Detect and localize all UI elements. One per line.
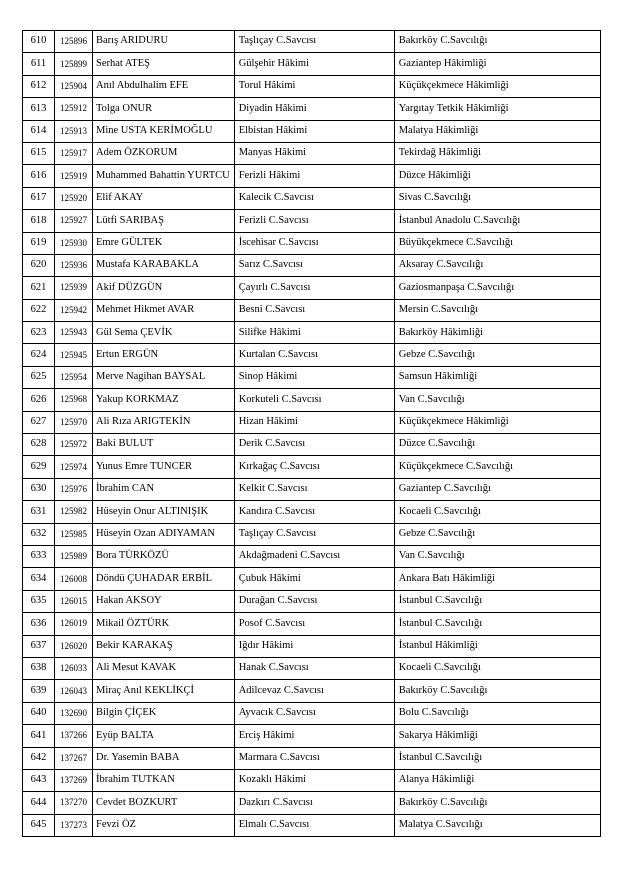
registry-number-cell: 126020 [55,635,93,657]
person-name-cell: Bora TÜRKÖZÜ [93,545,235,567]
row-number-cell: 633 [23,545,55,567]
current-post-cell: Iğdır Hâkimi [234,635,394,657]
row-number-cell: 638 [23,657,55,679]
current-post-cell: Torul Hâkimi [234,75,394,97]
person-name-cell: Adem ÖZKORUM [93,142,235,164]
table-row [23,545,601,567]
registry-number-cell: 125920 [55,187,93,209]
registry-number-cell: 125917 [55,142,93,164]
row-number-cell: 640 [23,702,55,724]
person-name-cell: Akif DÜZGÜN [93,277,235,299]
new-post-cell: Tekirdağ Hâkimliği [394,142,600,164]
table-row [23,411,601,433]
row-number-cell: 634 [23,568,55,590]
current-post-cell: Ayvacık C.Savcısı [234,702,394,724]
table-row [23,142,601,164]
table-row [23,165,601,187]
new-post-cell: Kocaeli C.Savcılığı [394,501,600,523]
current-post-cell: Adilcevaz C.Savcısı [234,680,394,702]
current-post-cell: Taşlıçay C.Savcısı [234,523,394,545]
current-post-cell: Sinop Hâkimi [234,366,394,388]
registry-number-cell: 125945 [55,344,93,366]
new-post-cell: Ankara Batı Hâkimliği [394,568,600,590]
person-name-cell: Hüseyin Ozan ADIYAMAN [93,523,235,545]
new-post-cell: Alanya Hâkimliği [394,769,600,791]
new-post-cell: Bolu C.Savcılığı [394,702,600,724]
row-number-cell: 610 [23,31,55,53]
current-post-cell: Hanak C.Savcısı [234,657,394,679]
table-row [23,344,601,366]
registry-number-cell: 126019 [55,613,93,635]
registry-number-cell: 125989 [55,545,93,567]
row-number-cell: 612 [23,75,55,97]
person-name-cell: Yunus Emre TUNCER [93,456,235,478]
new-post-cell: Gaziantep C.Savcılığı [394,478,600,500]
current-post-cell: Kandıra C.Savcısı [234,501,394,523]
registry-number-cell: 125972 [55,434,93,456]
new-post-cell: Aksaray C.Savcılığı [394,254,600,276]
new-post-cell: Kocaeli C.Savcılığı [394,657,600,679]
registry-number-cell: 125939 [55,277,93,299]
table-row [23,501,601,523]
registry-number-cell: 125982 [55,501,93,523]
person-name-cell: Elif AKAY [93,187,235,209]
row-number-cell: 623 [23,322,55,344]
table-row [23,747,601,769]
person-name-cell: Fevzi ÖZ [93,814,235,836]
row-number-cell: 627 [23,411,55,433]
row-number-cell: 645 [23,814,55,836]
table-row [23,232,601,254]
table-row [23,389,601,411]
table-row [23,657,601,679]
row-number-cell: 619 [23,232,55,254]
person-name-cell: Ali Rıza ARIGTEKİN [93,411,235,433]
person-name-cell: Baki BULUT [93,434,235,456]
table-row [23,53,601,75]
registry-number-cell: 137273 [55,814,93,836]
table-row [23,792,601,814]
person-name-cell: Cevdet BOZKURT [93,792,235,814]
current-post-cell: Kurtalan C.Savcısı [234,344,394,366]
person-name-cell: Muhammed Bahattin YURTCU [93,165,235,187]
registry-number-cell: 125896 [55,31,93,53]
row-number-cell: 620 [23,254,55,276]
person-name-cell: Emre GÜLTEK [93,232,235,254]
new-post-cell: Van C.Savcılığı [394,389,600,411]
new-post-cell: İstanbul C.Savcılığı [394,747,600,769]
person-name-cell: Mine USTA KERİMOĞLU [93,120,235,142]
row-number-cell: 615 [23,142,55,164]
current-post-cell: Kozaklı Hâkimi [234,769,394,791]
table-row [23,523,601,545]
current-post-cell: Sarız C.Savcısı [234,254,394,276]
table-row [23,725,601,747]
new-post-cell: Gebze C.Savcılığı [394,344,600,366]
row-number-cell: 628 [23,434,55,456]
person-name-cell: Merve Nagihan BAYSAL [93,366,235,388]
row-number-cell: 637 [23,635,55,657]
table-row [23,769,601,791]
new-post-cell: İstanbul Hâkimliği [394,635,600,657]
registry-number-cell: 125936 [55,254,93,276]
registry-number-cell: 125913 [55,120,93,142]
new-post-cell: Yargıtay Tetkik Hâkimliği [394,98,600,120]
current-post-cell: Kırkağaç C.Savcısı [234,456,394,478]
current-post-cell: Çubuk Hâkimi [234,568,394,590]
row-number-cell: 611 [23,53,55,75]
new-post-cell: Küçükçekmece Hâkimliği [394,75,600,97]
current-post-cell: Korkuteli C.Savcısı [234,389,394,411]
current-post-cell: Erciş Hâkimi [234,725,394,747]
new-post-cell: Küçükçekmece Hâkimliği [394,411,600,433]
registry-number-cell: 125976 [55,478,93,500]
new-post-cell: Büyükçekmece C.Savcılığı [394,232,600,254]
person-name-cell: Döndü ÇUHADAR ERBİL [93,568,235,590]
new-post-cell: Sivas C.Savcılığı [394,187,600,209]
person-name-cell: İbrahim TUTKAN [93,769,235,791]
table-row [23,98,601,120]
registry-number-cell: 126043 [55,680,93,702]
row-number-cell: 636 [23,613,55,635]
current-post-cell: Derik C.Savcısı [234,434,394,456]
row-number-cell: 643 [23,769,55,791]
person-name-cell: Bekir KARAKAŞ [93,635,235,657]
person-name-cell: Eyüp BALTA [93,725,235,747]
registry-number-cell: 125942 [55,299,93,321]
registry-number-cell: 125970 [55,411,93,433]
person-name-cell: İbrahim CAN [93,478,235,500]
row-number-cell: 635 [23,590,55,612]
registry-number-cell: 125985 [55,523,93,545]
person-name-cell: Bilgin ÇİÇEK [93,702,235,724]
table-row [23,613,601,635]
current-post-cell: Çayırlı C.Savcısı [234,277,394,299]
current-post-cell: Besni C.Savcısı [234,299,394,321]
current-post-cell: Ferizli C.Savcısı [234,210,394,232]
registry-number-cell: 137266 [55,725,93,747]
registry-number-cell: 137267 [55,747,93,769]
row-number-cell: 631 [23,501,55,523]
table-row [23,366,601,388]
row-number-cell: 624 [23,344,55,366]
current-post-cell: Kalecik C.Savcısı [234,187,394,209]
new-post-cell: Malatya Hâkimliği [394,120,600,142]
table-row [23,434,601,456]
table-row [23,635,601,657]
current-post-cell: Durağan C.Savcısı [234,590,394,612]
table-row [23,299,601,321]
table-row [23,187,601,209]
row-number-cell: 613 [23,98,55,120]
person-name-cell: Ali Mesut KAVAK [93,657,235,679]
table-row [23,702,601,724]
table-row [23,120,601,142]
new-post-cell: Gaziantep Hâkimliği [394,53,600,75]
person-name-cell: Yakup KORKMAZ [93,389,235,411]
new-post-cell: Düzce Hâkimliği [394,165,600,187]
person-name-cell: Mikail ÖZTÜRK [93,613,235,635]
registry-number-cell: 125974 [55,456,93,478]
row-number-cell: 630 [23,478,55,500]
person-name-cell: Barış ARIDURU [93,31,235,53]
new-post-cell: Küçükçekmece C.Savcılığı [394,456,600,478]
registry-number-cell: 125930 [55,232,93,254]
current-post-cell: Akdağmadeni C.Savcısı [234,545,394,567]
person-name-cell: Serhat ATEŞ [93,53,235,75]
current-post-cell: Posof C.Savcısı [234,613,394,635]
row-number-cell: 639 [23,680,55,702]
table-row [23,254,601,276]
person-name-cell: Anıl Abdulhalim EFE [93,75,235,97]
new-post-cell: Bakırköy Hâkimliği [394,322,600,344]
appointment-list-table [22,30,601,837]
current-post-cell: Kelkit C.Savcısı [234,478,394,500]
registry-number-cell: 137269 [55,769,93,791]
row-number-cell: 616 [23,165,55,187]
table-row [23,478,601,500]
registry-number-cell: 125899 [55,53,93,75]
current-post-cell: Gülşehir Hâkimi [234,53,394,75]
person-name-cell: Hüseyin Onur ALTINIŞIK [93,501,235,523]
table-body [23,31,601,837]
new-post-cell: Düzce C.Savcılığı [394,434,600,456]
current-post-cell: Ferizli Hâkimi [234,165,394,187]
registry-number-cell: 125954 [55,366,93,388]
new-post-cell: İstanbul C.Savcılığı [394,590,600,612]
registry-number-cell: 132690 [55,702,93,724]
new-post-cell: Samsun Hâkimliği [394,366,600,388]
table-row [23,210,601,232]
current-post-cell: Hizan Hâkimi [234,411,394,433]
row-number-cell: 618 [23,210,55,232]
table-row [23,31,601,53]
row-number-cell: 641 [23,725,55,747]
current-post-cell: Elmalı C.Savcısı [234,814,394,836]
current-post-cell: Elbistan Hâkimi [234,120,394,142]
row-number-cell: 621 [23,277,55,299]
current-post-cell: Marmara C.Savcısı [234,747,394,769]
new-post-cell: Malatya C.Savcılığı [394,814,600,836]
registry-number-cell: 126008 [55,568,93,590]
person-name-cell: Miraç Anıl KEKLİKÇİ [93,680,235,702]
registry-number-cell: 137270 [55,792,93,814]
person-name-cell: Tolga ONUR [93,98,235,120]
registry-number-cell: 125912 [55,98,93,120]
new-post-cell: Bakırköy C.Savcılığı [394,31,600,53]
registry-number-cell: 126015 [55,590,93,612]
person-name-cell: Gül Sema ÇEVİK [93,322,235,344]
table-row [23,277,601,299]
new-post-cell: Van C.Savcılığı [394,545,600,567]
table-row [23,568,601,590]
current-post-cell: İscehisar C.Savcısı [234,232,394,254]
row-number-cell: 614 [23,120,55,142]
person-name-cell: Lütfi SARIBAŞ [93,210,235,232]
new-post-cell: Sakarya Hâkimliği [394,725,600,747]
row-number-cell: 642 [23,747,55,769]
person-name-cell: Hakan AKSOY [93,590,235,612]
person-name-cell: Mehmet Hikmet AVAR [93,299,235,321]
table-row [23,322,601,344]
new-post-cell: Bakırköy C.Savcılığı [394,680,600,702]
registry-number-cell: 125927 [55,210,93,232]
row-number-cell: 629 [23,456,55,478]
new-post-cell: İstanbul C.Savcılığı [394,613,600,635]
current-post-cell: Diyadin Hâkimi [234,98,394,120]
current-post-cell: Dazkırı C.Savcısı [234,792,394,814]
registry-number-cell: 126033 [55,657,93,679]
person-name-cell: Mustafa KARABAKLA [93,254,235,276]
table-row [23,680,601,702]
table-row [23,456,601,478]
registry-number-cell: 125943 [55,322,93,344]
new-post-cell: Gebze C.Savcılığı [394,523,600,545]
new-post-cell: Mersin C.Savcılığı [394,299,600,321]
registry-number-cell: 125968 [55,389,93,411]
registry-number-cell: 125919 [55,165,93,187]
row-number-cell: 644 [23,792,55,814]
person-name-cell: Ertun ERGÜN [93,344,235,366]
new-post-cell: Gaziosmanpaşa C.Savcılığı [394,277,600,299]
current-post-cell: Taşlıçay C.Savcısı [234,31,394,53]
row-number-cell: 626 [23,389,55,411]
row-number-cell: 622 [23,299,55,321]
person-name-cell: Dr. Yasemin BABA [93,747,235,769]
registry-number-cell: 125904 [55,75,93,97]
table-row [23,814,601,836]
new-post-cell: Bakırköy C.Savcılığı [394,792,600,814]
current-post-cell: Manyas Hâkimi [234,142,394,164]
table-row [23,590,601,612]
row-number-cell: 617 [23,187,55,209]
new-post-cell: İstanbul Anadolu C.Savcılığı [394,210,600,232]
table-row [23,75,601,97]
current-post-cell: Silifke Hâkimi [234,322,394,344]
row-number-cell: 632 [23,523,55,545]
row-number-cell: 625 [23,366,55,388]
